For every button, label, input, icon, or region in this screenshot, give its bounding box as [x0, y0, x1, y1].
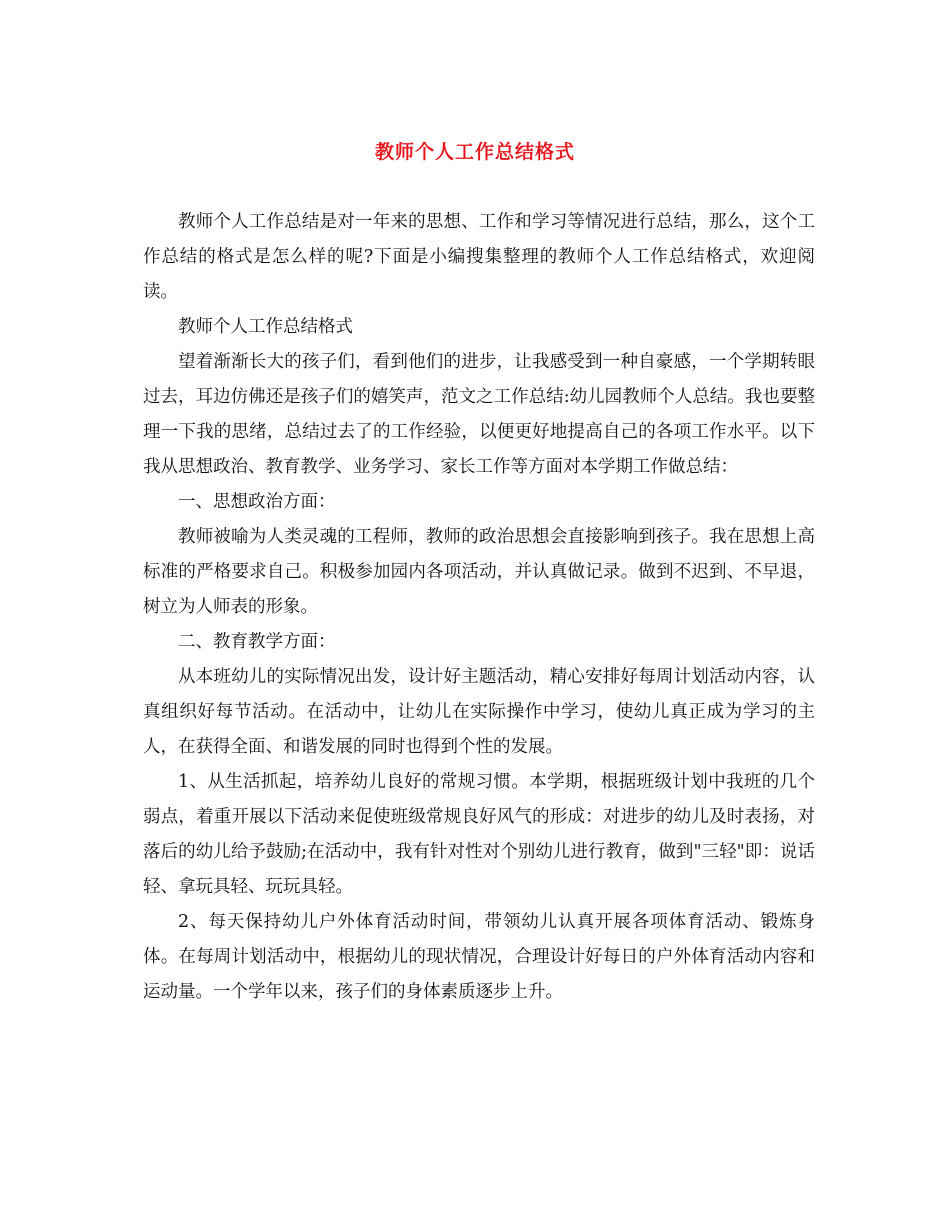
heading-ideology: 一、思想政治方面：	[178, 492, 336, 512]
heading-teaching: 二、教育教学方面：	[178, 632, 336, 652]
ideology-paragraph: 教师被喻为人类灵魂的工程师，教师的政治思想会直接影响到孩子。我在思想上高标准的严格要求自己。积极参加园内各项活动，并认真做记录。做到不迟到、不早退，树立为人师表的形象。	[143, 527, 815, 617]
section-subtitle: 教师个人工作总结格式	[178, 317, 353, 337]
list-item-2: 2、每天保持幼儿户外体育活动时间，带领幼儿认真开展各项体育活动、锻炼身体。在每周计划活动中，根据幼儿的现状情况，合理设计好每日的户外体育活动内容和运动量。一个学年以来，孩子们的身体素质逐步上升。	[143, 912, 815, 1002]
opening-paragraph: 望着渐渐长大的孩子们，看到他们的进步，让我感受到一种自豪感，一个学期转眼过去，耳边仿佛还是孩子们的嬉笑声，范文之工作总结:幼儿园教师个人总结。我也要整理一下我的思绪，总结过去了的工作经验，以便更好地提高自己的各项工作水平。以下我从思想政治、教育教学、业务学习、家长工作等方面对本学期工作做总结：	[143, 352, 815, 477]
intro-paragraph: 教师个人工作总结是对一年来的思想、工作和学习等情况进行总结，那么，这个工作总结的格式是怎么样的呢?下面是小编搜集整理的教师个人工作总结格式，欢迎阅读。	[143, 212, 815, 302]
document-body	[143, 205, 815, 1010]
list-item-1: 1、从生活抓起，培养幼儿良好的常规习惯。本学期，根据班级计划中我班的几个弱点，着重开展以下活动来促使班级常规良好风气的形成：对进步的幼儿及时表扬，对落后的幼儿给予鼓励;在活动中，我有针对性对个别幼儿进行教育，做到"三轻"即：说话轻、拿玩具轻、玩玩具轻。	[143, 772, 815, 897]
teaching-paragraph: 从本班幼儿的实际情况出发，设计好主题活动，精心安排好每周计划活动内容，认真组织好每节活动。在活动中，让幼儿在实际操作中学习，使幼儿真正成为学习的主人，在获得全面、和谐发展的同时也得到个性的发展。	[143, 667, 815, 757]
document-title: 教师个人工作总结格式	[374, 141, 575, 163]
